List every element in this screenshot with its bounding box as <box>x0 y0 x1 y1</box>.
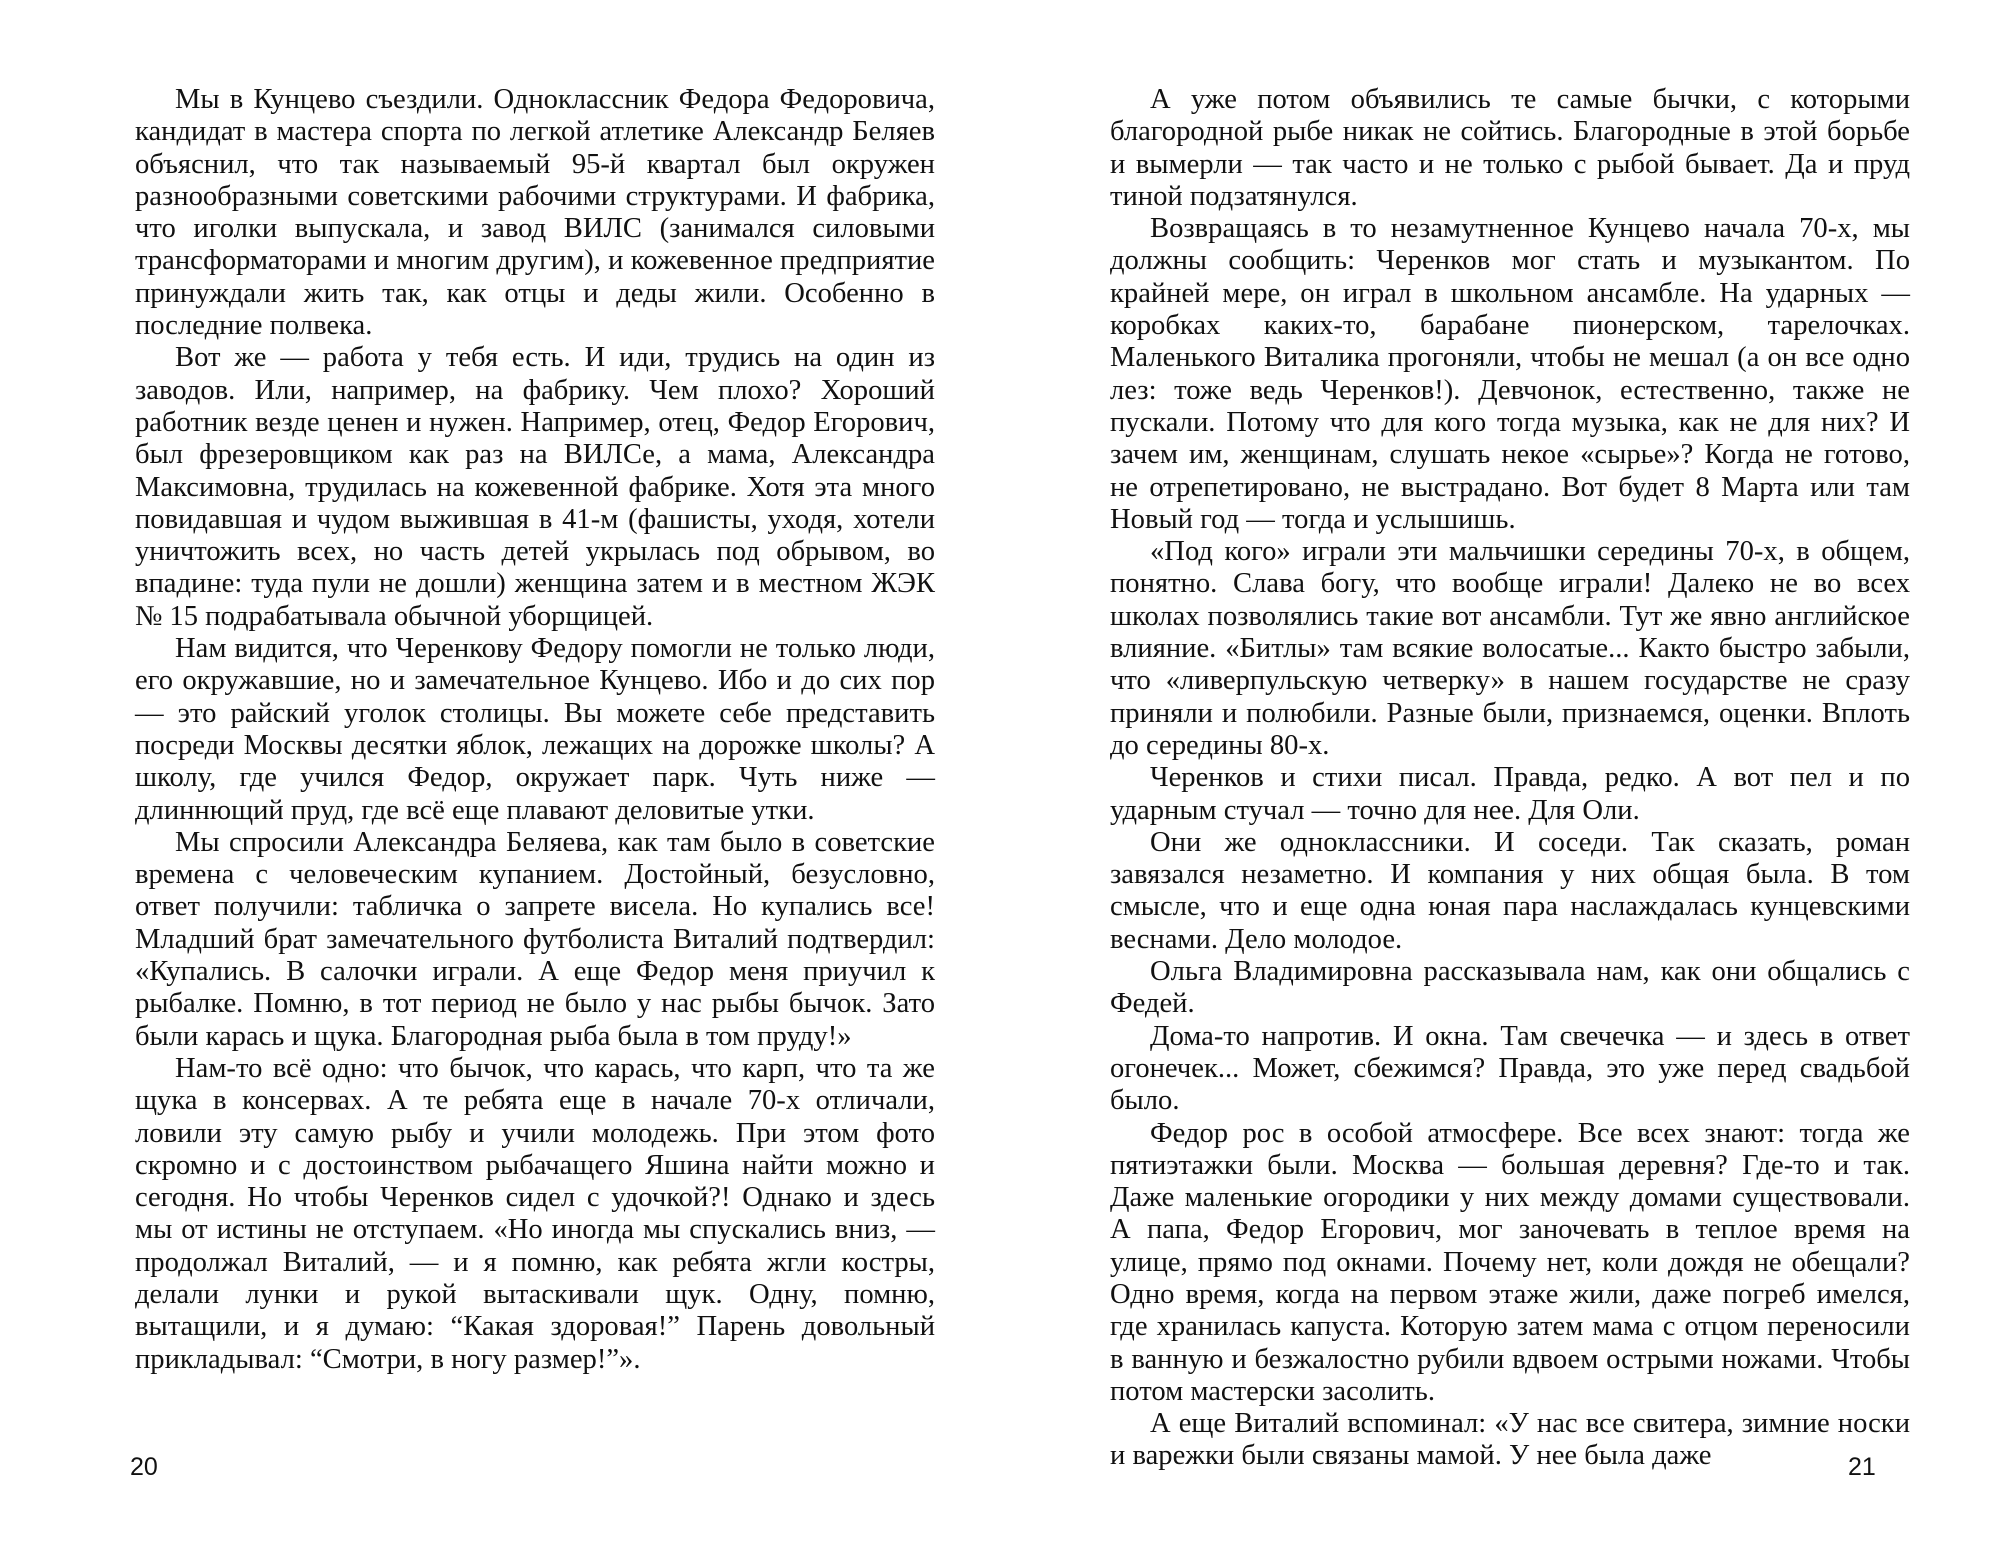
paragraph: Дома-то напротив. И окна. Там свечечка — и здесь в ответ огонечек... Может, сбежимся? Правда, это уже перед свадьбой было. <box>1110 1020 1910 1117</box>
page-number: 21 <box>1848 1453 1876 1481</box>
paragraph: А уже потом объявились те самые бычки, с которыми благородной рыбе никак не сойтись. Благородные в этой борьбе и вымерли — так часто и не только с рыбой бывает. Да и пруд тиной подзатянулся. <box>1110 84 1910 212</box>
paragraph: Нам видится, что Черенкову Федору помогли не только люди, его окружавшие, но и замечательное Кунцево. Ибо и до сих пор — это райский уголок столицы. Вы можете себе представить посреди Москвы десятки яблок, лежащих на дорожке школы? А школу, где учился Федор, окружает парк. Чуть ниже — длиннющий пруд, где всё еще плавают деловитые утки. <box>135 633 935 826</box>
paragraph: Вот же — работа у тебя есть. И иди, трудись на один из заводов. Или, например, на фабрику. Чем плохо? Хороший работник везде ценен и нужен. Например, отец, Федор Егорович, был фрезеровщиком как раз на ВИЛСе, а мама, Александра Максимовна, трудилась на кожевенной фабрике. Хотя эта много повидавшая и чудом выжившая в 41-м (фашисты, уходя, хотели уничтожить всех, но часть детей укрылась под обрывом, во впадине: туда пули не дошли) женщина затем и в местном ЖЭК № 15 подрабатывала обычной уборщицей. <box>135 342 935 632</box>
paragraph: А еще Виталий вспоминал: «У нас все свитера, зимние носки и варежки были связаны мамой. У нее была даже <box>1110 1408 1910 1472</box>
paragraph: Федор рос в особой атмосфере. Все всех знают: тогда же пятиэтажки были. Москва — большая деревня? Где-то и так. Даже маленькие огородики у них между домами существовали. А папа, Федор Егорович, мог заночевать в теплое время на улице, прямо под окнами. Почему нет, коли дождя не обещали? Одно время, когда на первом этаже жили, даже погреб имелся, где хранилась капуста. Которую затем мама с отцом переносили в ванную и безжалостно рубили вдвоем острыми ножами. Чтобы потом мастерски засолить. <box>1110 1117 1910 1407</box>
right-page-text <box>1110 84 1910 1473</box>
paragraph: Нам-то всё одно: что бычок, что карась, что карп, что та же щука в консервах. А те ребята еще в начале 70-х отличали, ловили эту самую рыбу и учили молодежь. При этом фото скромно и с достоинством рыбачащего Яшина найти можно и сегодня. Но чтобы Черенков сидел с удочкой?! Однако и здесь мы от истины не отступаем. «Но иногда мы спускались вниз, — продолжал Виталий, — и я помню, как ребята жгли костры, делали лунки и рукой вытаскивали щук. Одну, помню, вытащили, и я думаю: “Какая здоровая!” Парень довольный прикладывал: “Смотри, в ногу размер!”». <box>135 1052 935 1375</box>
paragraph: Возвращаясь в то незамутненное Кунцево начала 70-х, мы должны сообщить: Черенков мог стать и музыкантом. По крайней мере, он играл в школьном ансамбле. На ударных — коробках каких-то, барабане пионерском, тарелочках. Маленького Виталика прогоняли, чтобы не мешал (а он все одно лез: тоже ведь Черенков!). Девчонок, естественно, также не пускали. Потому что для кого тогда музыка, как не для них? И зачем им, женщинам, слушать некое «сырье»? Когда не готово, не отрепетировано, не выстрадано. Вот будет 8 Марта или там Новый год — тогда и услышишь. <box>1110 213 1910 535</box>
left-page-text <box>135 84 935 1376</box>
paragraph: «Под кого» играли эти мальчишки середины 70-х, в общем, понятно. Слава богу, что вообще играли! Далеко не во всех школах позволялись такие вот ансамбли. Тут же явно английское влияние. «Битлы» там всякие волосатые... Както быстро забыли, что «ливерпульскую четверку» в нашем государстве не сразу приняли и полюбили. Разные были, признаемся, оценки. Вплоть до середины 80-х. <box>1110 536 1910 761</box>
paragraph: Мы в Кунцево съездили. Одноклассник Федора Федоровича, кандидат в мастера спорта по легкой атлетике Александр Беляев объяснил, что так называемый 95-й квартал был окружен разнообразными советскими рабочими структурами. И фабрика, что иголки выпускала, и завод ВИЛС (занимался силовыми трансформаторами и многим другим), и кожевенное предприятие принуждали жить так, как отцы и деды жили. Особенно в последние полвека. <box>135 84 935 342</box>
page-number: 20 <box>130 1453 158 1481</box>
paragraph: Мы спросили Александра Беляева, как там было в советские времена с человеческим купанием. Достойный, безусловно, ответ получили: табличка о запрете висела. Но купались все! Младший брат замечательного футболиста Виталий подтвердил: «Купались. В салочки играли. А еще Федор меня приучил к рыбалке. Помню, в тот период не было у нас рыбы бычок. Зато были карась и щука. Благородная рыба была в том пруду!» <box>135 826 935 1052</box>
paragraph: Они же одноклассники. И соседи. Так сказать, роман завязался незаметно. И компания у них общая была. В том смысле, что и еще одна юная пара наслаждалась кунцевскими веснами. Дело молодое. <box>1110 826 1910 955</box>
paragraph: Ольга Владимировна рассказывала нам, как они общались с Федей. <box>1110 956 1910 1020</box>
paragraph: Черенков и стихи писал. Правда, редко. А вот пел и по ударным стучал — точно для нее. Для Оли. <box>1110 762 1910 826</box>
right-page <box>997 0 1994 1548</box>
